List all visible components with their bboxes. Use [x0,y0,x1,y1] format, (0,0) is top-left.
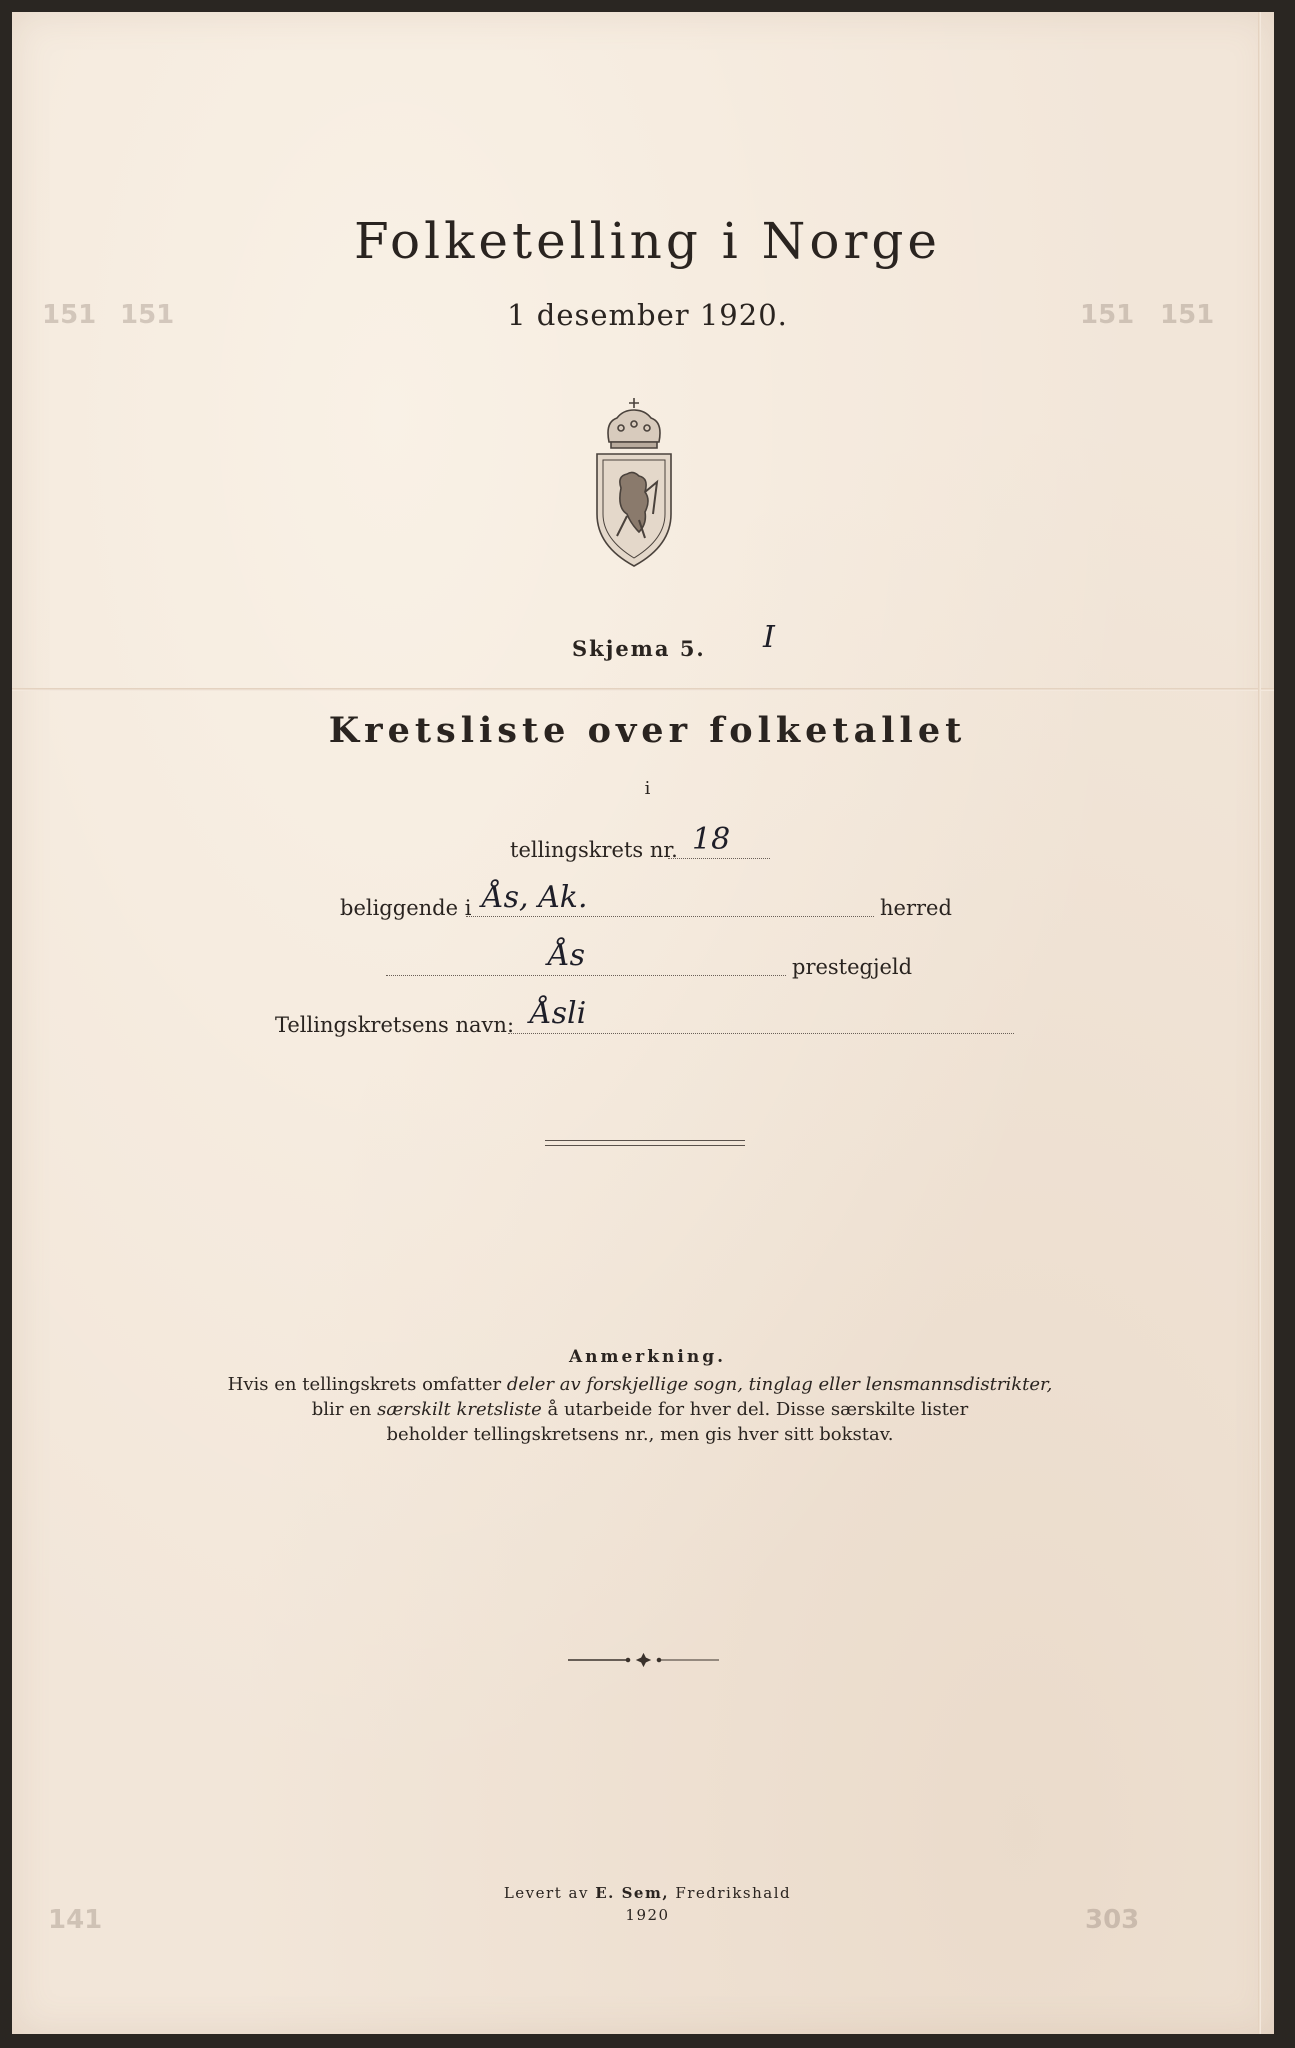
kretsnavn-label: Tellingskretsens navn: [275,1013,515,1037]
imprint-place: Fredrikshald [669,1884,792,1902]
schema-number: I [763,620,775,655]
bleed-through-mark: 303 [1085,1905,1140,1935]
divider-rule [545,1140,745,1141]
tellingskrets-line [668,858,770,859]
herred-label: herred [880,896,952,920]
prestegjeld-line [386,975,786,976]
remark-line1-emphasis: deler av forskjellige sogn, tinglag eller lensmannsdistrikter, [506,1374,1053,1395]
norway-coat-of-arms-icon [587,396,681,568]
census-date: 1 desember 1920. [507,298,788,332]
bleed-through-mark: 151 [1080,300,1135,330]
kretsnavn-line [508,1033,1014,1034]
connector-word: i [644,778,651,799]
divider-rule [545,1145,745,1146]
remark-line2-emphasis: særskilt kretsliste [377,1399,542,1420]
beliggende-value: Ås, Ak. [482,880,588,915]
remark-line3: beholder tellingskretsens nr., men gis hver sitt bokstav. [386,1424,894,1445]
remark-text [180,1372,1100,1447]
schema-label: Skjema 5. [572,636,706,661]
form-subtitle: Kretsliste over folketallet [328,710,967,751]
prestegjeld-value: Ås [548,938,586,973]
beliggende-line [466,916,874,917]
printer-imprint [0,1884,1295,1902]
remark-title: Anmerkning. [568,1347,727,1367]
tellingskrets-value: 18 [692,822,731,857]
remark-line2-end: å utarbeide for hver del. Disse særskilte lister [541,1399,969,1420]
imprint-printer: E. Sem, [595,1884,670,1902]
beliggende-label: beliggende i [340,896,472,920]
paper-fold-horizontal [12,688,1274,691]
ornament-divider-icon [566,1653,721,1667]
bleed-through-mark: 151 [1160,300,1215,330]
imprint-prefix: Levert av [503,1884,596,1902]
tellingskrets-label: tellingskrets nr. [510,838,678,862]
prestegjeld-label: prestegjeld [792,955,913,979]
page-title: Folketelling i Norge [354,212,941,270]
bleed-through-mark: 141 [48,1905,103,1935]
bleed-through-mark: 151 [42,300,97,330]
remark-line1-start: Hvis en tellingskrets omfatter [227,1374,507,1395]
remark-line2-start: blir en [311,1399,378,1420]
bleed-through-mark: 151 [120,300,175,330]
imprint-year: 1920 [625,1906,670,1924]
kretsnavn-value: Åsli [530,996,587,1031]
